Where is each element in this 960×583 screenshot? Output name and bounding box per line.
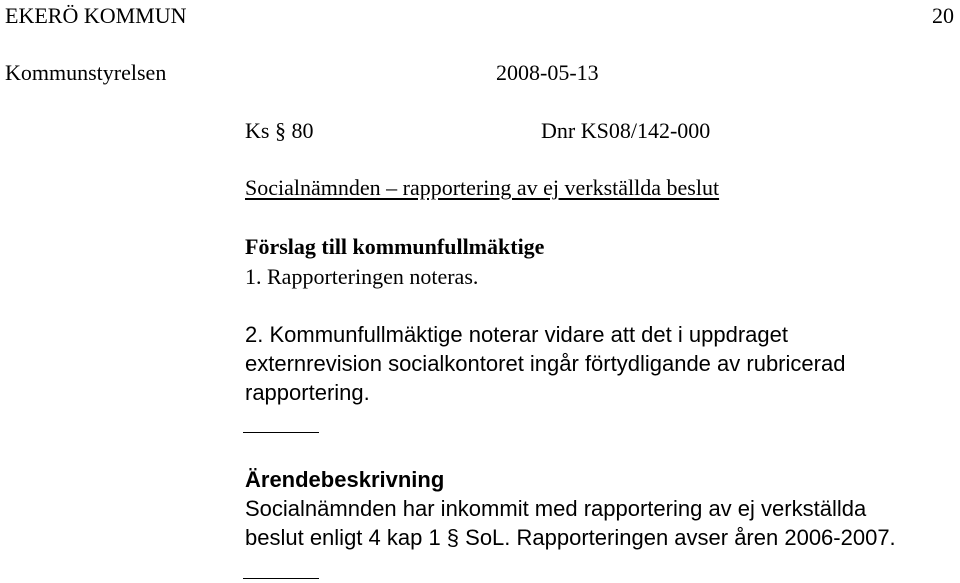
paragraph-number: Ks § 80 [245, 118, 314, 143]
case-number: Dnr KS08/142-000 [541, 118, 711, 143]
proposal-item-2-line-1: 2. Kommunfullmäktige noterar vidare att det i uppdraget [245, 322, 788, 347]
proposal-item-2-line-3: rapportering. [245, 380, 370, 405]
municipality-name: EKERÖ KOMMUN [5, 3, 187, 28]
page-number: 20 [932, 3, 954, 28]
separator-line [243, 578, 319, 579]
description-line-1: Socialnämnden har inkommit med rapportering av ej verkställda [245, 496, 867, 521]
proposal-item-1: 1. Rapporteringen noteras. [245, 264, 479, 289]
proposal-heading: Förslag till kommunfullmäktige [245, 234, 545, 259]
description-line-2: beslut enligt 4 kap 1 § SoL. Rapporteringen avser åren 2006-2007. [245, 525, 896, 550]
committee-name: Kommunstyrelsen [5, 60, 167, 85]
separator-line [243, 432, 319, 433]
description-heading: Ärendebeskrivning [245, 467, 445, 492]
document-title: Socialnämnden – rapportering av ej verkställda beslut [245, 175, 720, 200]
proposal-item-2-line-2: externrevision socialkontoret ingår förtydligande av rubricerad [245, 351, 846, 376]
meeting-date: 2008-05-13 [496, 60, 599, 85]
